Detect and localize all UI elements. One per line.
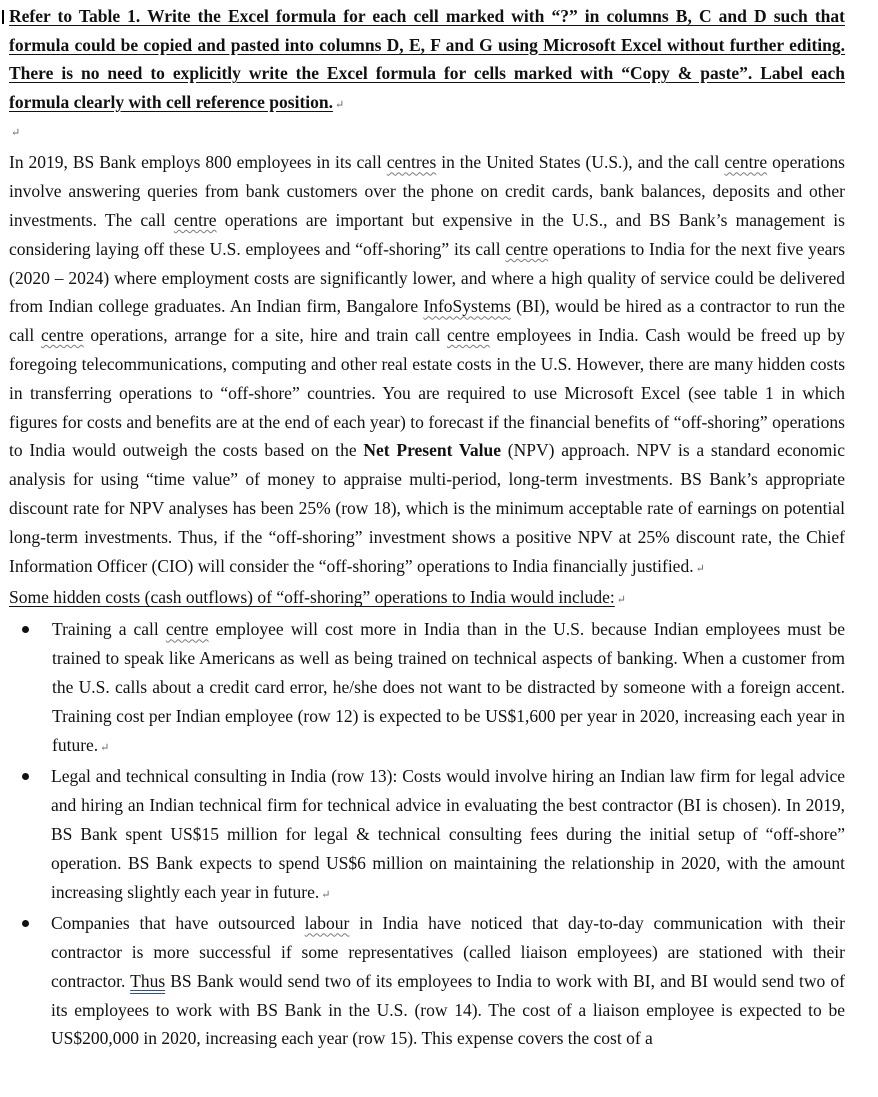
list-item: Training a call centre employee will cost more in India than in the U.S. because Indian employees must be trained to speak like Americans as well as being trained on technical aspects of banking. When a customer from the U.S. calls about a credit card error, he/she does not want to be distracted by someone with a foreign accent. Training cost per Indian employee (row 12) is expected to be US$1,600 per year in 2020, increasing each year in future. ↵ [9, 615, 845, 762]
spellcheck-word[interactable]: centre [40, 325, 84, 346]
paragraph-mark-icon: ↵ [335, 98, 345, 111]
spellcheck-word[interactable]: centre [173, 209, 217, 230]
list-item: Legal and technical consulting in India (row 13): Costs would involve hiring an Indian law firm for legal advice and hiring an Indian technical firm for technical advice in evaluating the best contractor (BI is chosen). In 2019, BS Bank spent US$15 million for legal & technical consulting fees during the initial setup of “off-shore” operation. BS Bank expects to spend US$6 million on maintaining the relationship in 2020, with the amount increasing slightly each year in future. ↵ [9, 762, 845, 909]
instruction-paragraph [9, 2, 845, 119]
spellcheck-word[interactable]: InfoSystems [423, 296, 511, 317]
paragraph-mark-icon: ↵ [321, 888, 331, 901]
empty-paragraph [9, 119, 845, 148]
instruction-text: Refer to Table 1. Write the Excel formula for each cell marked with “?” in columns B, C and D such that formula could be copied and pasted into columns D, E, F and G using Microsoft Excel without further editing. There is no need to explicitly write the Excel formula for cells marked with “Copy & paste”. Label each formula clearly with cell reference position. [9, 6, 845, 112]
spellcheck-word[interactable]: labour [304, 913, 350, 934]
spellcheck-word[interactable]: centre [724, 152, 768, 173]
spellcheck-word[interactable]: centre [505, 238, 549, 259]
list-item: Companies that have outsourced labour in India have noticed that day-to-day communication with their contractor is more successful if some representatives (called liaison employees) are stationed with their contractor. Thus BS Bank would send two of its employees to India to work with BI, and BI would send two of its employees to work with BS Bank in the U.S. (row 14). The cost of a liaison employee is expected to be US$200,000 in 2020, increasing each year (row 15). This expense covers the cost of a [9, 909, 845, 1053]
spellcheck-word[interactable]: centres [386, 152, 437, 173]
paragraph-mark-icon: ↵ [695, 562, 705, 575]
npv-bold-term: Net Present Value [363, 440, 502, 461]
paragraph-mark-icon: ↵ [11, 127, 21, 140]
paragraph-mark-icon: ↵ [616, 594, 626, 607]
spellcheck-word[interactable]: centre [165, 619, 209, 640]
intro-paragraph: In 2019, BS Bank employs 800 employees in its call centres in the United States (U.S.), and the call centre operations involve answering queries from bank customers over the phone on credit cards, bank balances, deposits and other investments. The call centre operations are important but expensive in the U.S., and BS Bank’s management is considering laying off these U.S. employees and “off-shoring” its call centre operations to India for the next five years (2020 – 2024) where employment costs are significantly lower, and where a high quality of service could be delivered from Indian college graduates. An Indian firm, Bangalore InfoSystems (BI), would be hired as a contractor to run the call centre operations, arrange for a site, hire and train call centre employees in India. Cash would be freed up by foregoing telecommunications, computing and other real estate costs in the U.S. However, there are many hidden costs in transferring operations to “off-shore” countries. You are required to use Microsoft Excel (see table 1 in which figures for costs and benefits are at the end of each year) to forecast if the financial benefits of “off-shoring” operations to India would outweigh the costs based on the Net Present Value (NPV) approach. NPV is a standard economic analysis for using “time value” of money to appraise multi-period, long-term investments. BS Bank’s appropriate discount rate for NPV analyses has been 25% (row 18), which is the minimum acceptable rate of earnings on potential long-term investments. Thus, if the “off-shoring” investment shows a positive NPV at 25% discount rate, the Chief Information Officer (CIO) will consider the “off-shoring” operations to India financially justified. ↵ [9, 148, 845, 583]
document-page [9, 2, 845, 1053]
bullet-icon [22, 626, 29, 633]
hidden-costs-list [9, 615, 845, 1053]
bullet-icon [22, 773, 29, 780]
paragraph-mark-icon: ↵ [100, 741, 110, 754]
bullet-icon [22, 920, 29, 927]
cursor-marker [2, 10, 4, 24]
grammar-check-word[interactable]: Thus [130, 970, 166, 991]
spellcheck-word[interactable]: centre [447, 325, 490, 346]
hidden-costs-heading: Some hidden costs (cash outflows) of “off-shoring” operations to India would include: ↵ [9, 583, 845, 615]
